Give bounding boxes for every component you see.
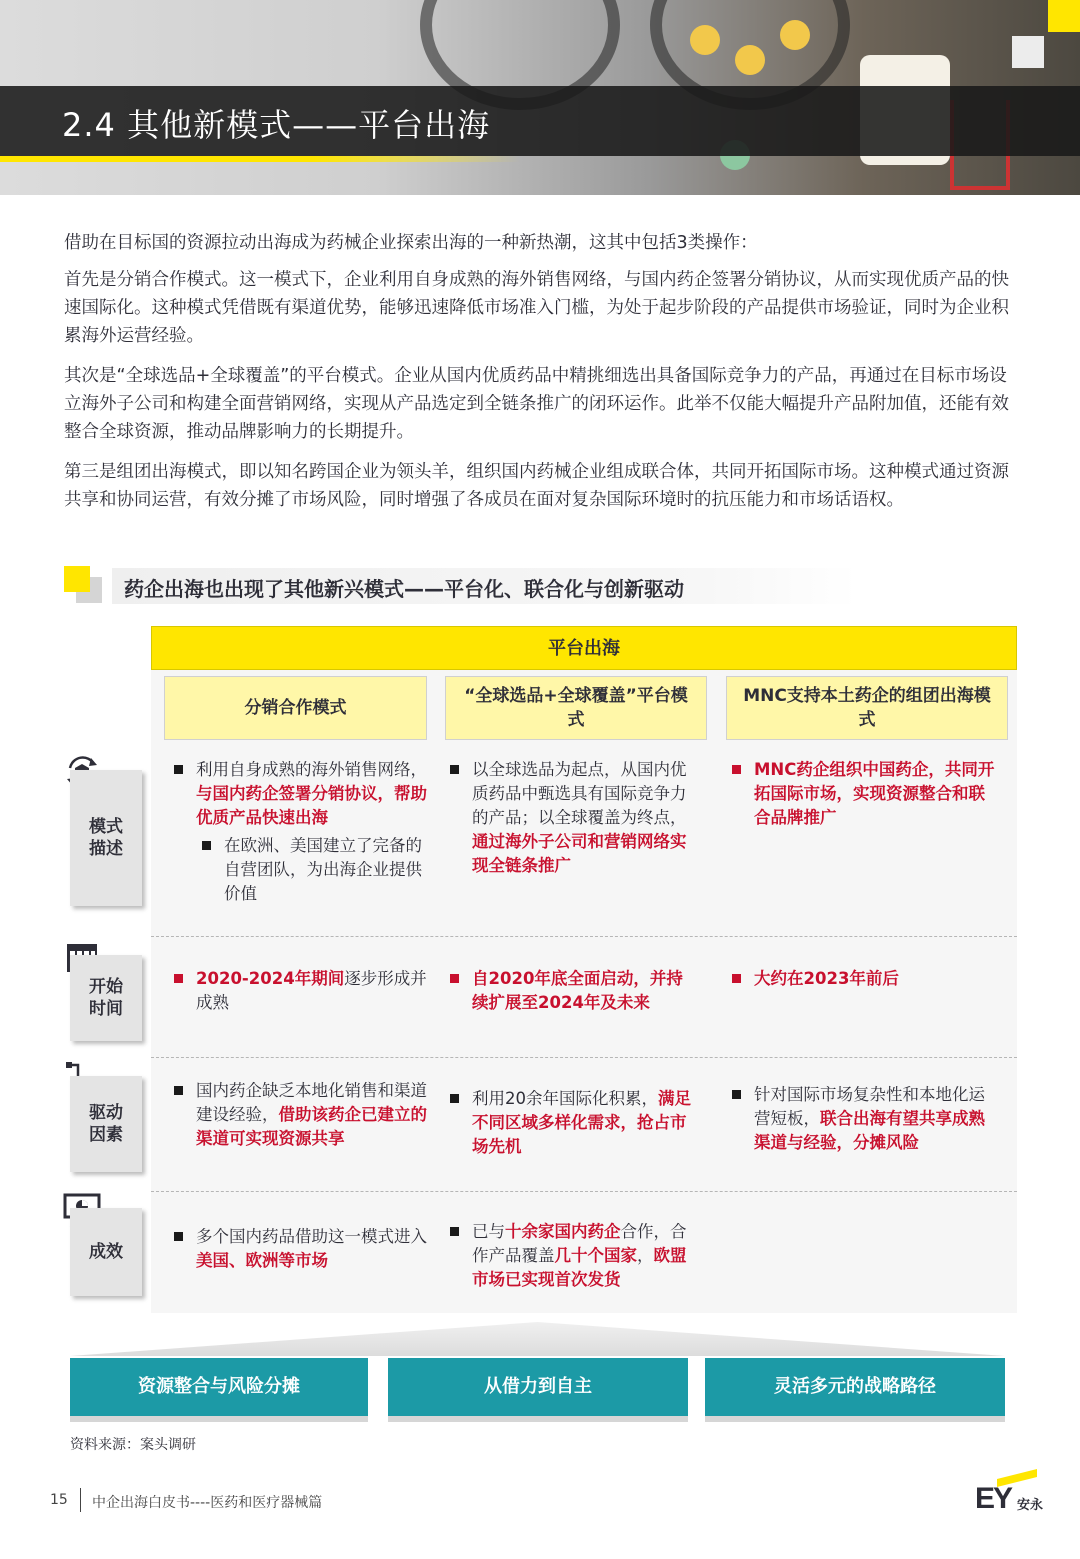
row-label-drivers bbox=[70, 1076, 142, 1172]
intro-paragraph-4: 第三是组团出海模式，即以知名跨国企业为领头羊，组织国内药械企业组成联合体，共同开拓国际市场。这种模式通过资源共享和协同运营，有效分摊了市场风险，同时增强了各成员在面对复杂国际环境时的抗压能力和市场话语权。 bbox=[64, 462, 1009, 510]
row-label-text: 驱动因素 bbox=[89, 1103, 123, 1145]
cell-text: 已与 bbox=[472, 1222, 505, 1241]
cell-text: 逐步形成并成熟 bbox=[196, 969, 427, 1012]
pill-decoration bbox=[690, 25, 720, 55]
cell-text: 利用自身成熟的海外销售网络， bbox=[196, 760, 427, 779]
summary-box-1: 资源整合与风险分摊 bbox=[70, 1358, 368, 1416]
subheading-marker bbox=[64, 566, 90, 592]
list-item bbox=[726, 1083, 998, 1155]
pill-decoration bbox=[735, 45, 765, 75]
title-bar bbox=[0, 86, 1080, 156]
cell-highlight: 几十个国家 bbox=[554, 1246, 637, 1265]
list-item bbox=[444, 1087, 699, 1159]
list-item bbox=[444, 967, 699, 1015]
cell-highlight: 满足不同区域多样化需求，抢占市场先机 bbox=[472, 1089, 691, 1156]
cell-highlight: 十余家国内药企 bbox=[505, 1222, 621, 1241]
cell-highlight: 欧盟市场已实现首次发货 bbox=[472, 1246, 687, 1289]
cell-highlight: MNC药企组织中国药企，共同开拓国际市场，实现资源整合和联合品牌推广 bbox=[754, 760, 995, 827]
column-header-label: “全球选品+全球覆盖”平台模式 bbox=[464, 686, 688, 730]
cell-highlight: 借助该药企已建立的渠道可实现资源共享 bbox=[196, 1105, 427, 1148]
cell-text: 国内药企缺乏本地化销售和渠道建设经验， bbox=[196, 1081, 427, 1124]
row-label-results bbox=[70, 1208, 142, 1296]
list-item bbox=[726, 967, 998, 991]
table-top-header: 平台出海 bbox=[151, 626, 1017, 670]
cell-highlight: 与国内药企签署分销协议，帮助优质产品快速出海 bbox=[196, 784, 427, 827]
column-header-mnc bbox=[726, 676, 1008, 740]
ey-logo bbox=[975, 1470, 1055, 1515]
cell-r3-c3 bbox=[726, 1083, 998, 1155]
list-item bbox=[168, 758, 430, 830]
row-label-text: 成效 bbox=[89, 1242, 123, 1262]
source-note: 资料来源：案头调研 bbox=[70, 1437, 196, 1453]
list-item bbox=[168, 834, 430, 906]
cell-r4-c1 bbox=[168, 1225, 430, 1273]
column-header-distribution bbox=[164, 676, 427, 740]
summary-box-3: 灵活多元的战略路径 bbox=[705, 1358, 1005, 1416]
cell-r2-c2 bbox=[444, 967, 699, 1015]
cell-highlight: 通过海外子公司和营销网络实现全链条推广 bbox=[472, 832, 687, 875]
cell-highlight: 大约在2023年前后 bbox=[754, 969, 899, 988]
cell-highlight: 联合出海有望共享成熟渠道与经验，分摊风险 bbox=[754, 1109, 985, 1152]
corner-accent-yellow bbox=[1048, 0, 1080, 32]
page-title: 2.4 其他新模式——平台出海 bbox=[62, 106, 491, 144]
footer-title: 中企出海白皮书----医药和医疗器械篇 bbox=[92, 1495, 323, 1511]
row-divider bbox=[151, 1057, 1017, 1058]
cell-text: 针对国际市场复杂性和本地化运营短板， bbox=[754, 1085, 985, 1128]
list-item bbox=[444, 758, 699, 878]
cell-text: 多个国内药品借助这一模式进入 bbox=[196, 1227, 427, 1246]
list-item bbox=[168, 967, 430, 1015]
row-divider bbox=[151, 1191, 1017, 1192]
cell-r3-c2 bbox=[444, 1087, 699, 1159]
list-item bbox=[168, 1079, 430, 1151]
cell-r1-c2 bbox=[444, 758, 699, 878]
cell-r2-c1 bbox=[168, 967, 430, 1015]
ey-logo-mark: EY bbox=[975, 1482, 1012, 1515]
list-item bbox=[726, 758, 998, 830]
cell-text: ， bbox=[637, 1246, 654, 1265]
intro-paragraph-3: 其次是“全球选品+全球覆盖”的平台模式。企业从国内优质药品中精挑细选出具备国际竞争力的产品，再通过在目标市场设立海外子公司和构建全面营销网络，实现从产品选定到全链条推广的闭环运作。此举不仅能大幅提升产品附加值，还能有效整合全球资源，推动品牌影响力的长期提升。 bbox=[64, 366, 1009, 442]
column-header-label: 分销合作模式 bbox=[244, 698, 347, 718]
list-item bbox=[168, 1225, 430, 1273]
cell-text: 在欧洲、美国建立了完备的自营团队，为出海企业提供价值 bbox=[224, 836, 422, 903]
row-label-text: 开始时间 bbox=[89, 977, 123, 1019]
corner-accent-light bbox=[1012, 36, 1044, 68]
cell-r2-c3 bbox=[726, 967, 998, 991]
column-header-platform bbox=[445, 676, 707, 740]
footer-divider bbox=[80, 1488, 81, 1512]
cell-text: 以全球选品为起点，从国内优质药品中甄选具有国际竞争力的产品；以全球覆盖为终点， bbox=[472, 760, 687, 827]
cell-highlight: 美国、欧洲等市场 bbox=[196, 1251, 328, 1270]
column-header-label: MNC支持本土药企的组团出海模式 bbox=[743, 686, 991, 730]
summary-arrow-shape bbox=[70, 1322, 1005, 1356]
row-divider bbox=[151, 936, 1017, 937]
row-label-description bbox=[70, 770, 142, 906]
intro-paragraph-1: 借助在目标国的资源拉动出海成为药械企业探索出海的一种新热潮，这其中包括3类操作： bbox=[64, 233, 758, 253]
intro-paragraph-2: 首先是分销合作模式。这一模式下，企业利用自身成熟的海外销售网络，与国内药企签署分销协议，从而实现优质产品的快速国际化。这种模式凭借既有渠道优势，能够迅速降低市场准入门槛，为处于起步阶段的产品提供市场验证，同时为企业积累海外运营经验。 bbox=[64, 270, 1009, 346]
cell-r4-c2 bbox=[444, 1220, 699, 1292]
ey-logo-cn: 安永 bbox=[1017, 1498, 1044, 1513]
subheading-bar bbox=[112, 568, 857, 604]
subheading: 药企出海也出现了其他新兴模式——平台化、联合化与创新驱动 bbox=[124, 577, 684, 601]
title-underline bbox=[0, 156, 520, 162]
summary-box-2: 从借力到自主 bbox=[388, 1358, 688, 1416]
page-number: 15 bbox=[50, 1492, 68, 1508]
cell-text: 利用20余年国际化积累， bbox=[472, 1089, 658, 1108]
pill-decoration bbox=[780, 20, 810, 50]
row-label-start-time bbox=[70, 955, 142, 1041]
cell-highlight: 2020-2024年期间 bbox=[196, 969, 345, 988]
row-label-text: 模式描述 bbox=[89, 817, 123, 859]
list-item bbox=[444, 1220, 699, 1292]
cell-highlight: 自2020年底全面启动，并持续扩展至2024年及未来 bbox=[472, 969, 683, 1012]
cell-text: 合作，合作产品覆盖 bbox=[472, 1222, 687, 1265]
cell-r1-c1 bbox=[168, 758, 430, 906]
cell-r3-c1 bbox=[168, 1079, 430, 1151]
cell-r1-c3 bbox=[726, 758, 998, 830]
